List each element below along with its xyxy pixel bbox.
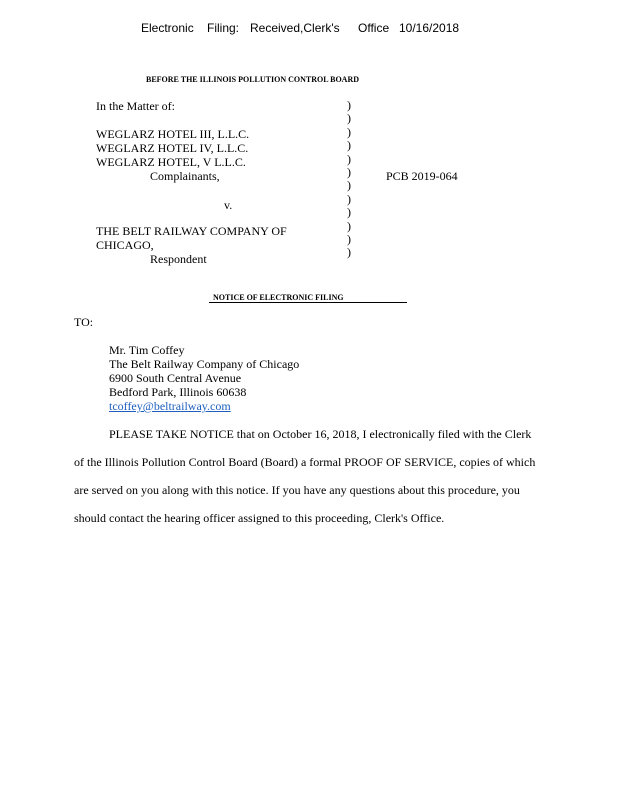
to-label: TO: bbox=[74, 315, 94, 329]
header-filing: Filing: bbox=[207, 21, 240, 35]
notice-body-line-2: of the Illinois Pollution Control Board (Board) a formal PROOF OF SERVICE, copies of which bbox=[74, 455, 536, 469]
recipient-street: 6900 South Central Avenue bbox=[109, 371, 242, 385]
header-electronic: Electronic bbox=[141, 21, 194, 35]
notice-body-line-4: should contact the hearing officer assigned to this proceeding, Clerk's Office. bbox=[74, 511, 445, 525]
header-office: Office bbox=[358, 21, 390, 35]
complainant-3: WEGLARZ HOTEL, V L.L.C. bbox=[96, 155, 246, 169]
complainants-label: Complainants, bbox=[150, 169, 220, 183]
notice-body-line-1: PLEASE TAKE NOTICE that on October 16, 2018, I electronically filed with the Clerk bbox=[109, 427, 532, 441]
recipient-city: Bedford Park, Illinois 60638 bbox=[109, 385, 247, 399]
caption-parens: ) ) ) ) ) ) ) ) ) ) ) ) bbox=[347, 98, 351, 260]
notice-body-line-3: are served on you along with this notice. If you have any questions about this procedure, you bbox=[74, 483, 520, 497]
header-date: 10/16/2018 bbox=[399, 21, 460, 35]
complainant-2: WEGLARZ HOTEL IV, L.L.C. bbox=[96, 141, 249, 155]
recipient-email-link[interactable]: tcoffey@beltrailway.com bbox=[109, 399, 231, 413]
respondent-label: Respondent bbox=[150, 252, 207, 266]
recipient-company: The Belt Railway Company of Chicago bbox=[109, 357, 300, 371]
header-received: Received,Clerk's bbox=[250, 21, 340, 35]
recipient-name: Mr. Tim Coffey bbox=[109, 343, 185, 357]
respondent-line-2: CHICAGO, bbox=[96, 238, 154, 252]
complainant-1: WEGLARZ HOTEL III, L.L.C. bbox=[96, 127, 250, 141]
respondent-line-1: THE BELT RAILWAY COMPANY OF bbox=[96, 224, 287, 238]
case-number: PCB 2019-064 bbox=[386, 169, 458, 183]
notice-title-text: NOTICE OF ELECTRONIC FILING bbox=[213, 293, 344, 302]
board-title: BEFORE THE ILLINOIS POLLUTION CONTROL BOARD bbox=[146, 75, 360, 84]
notice-title bbox=[209, 284, 407, 303]
versus: v. bbox=[224, 198, 233, 212]
in-the-matter: In the Matter of: bbox=[96, 99, 175, 113]
